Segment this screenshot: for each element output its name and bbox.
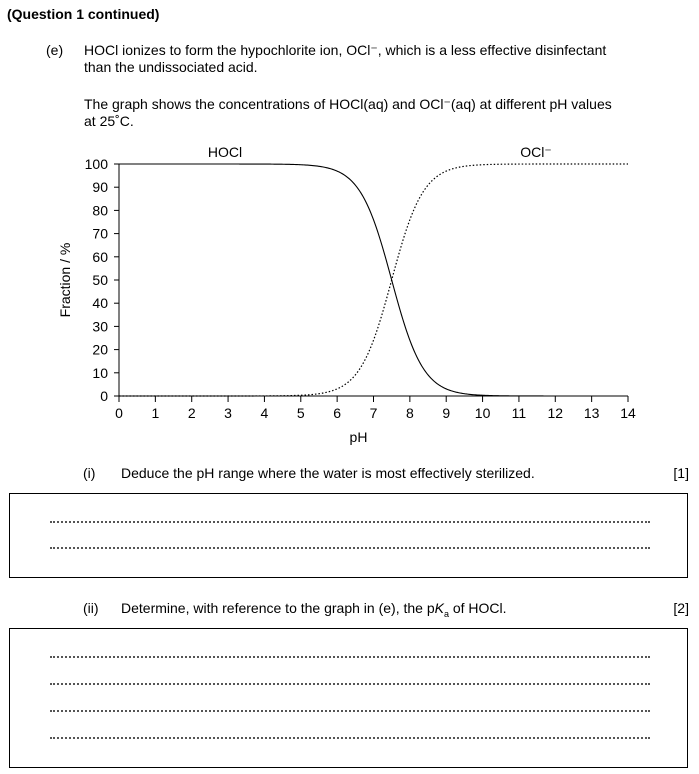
x-tick-label: 9 <box>442 405 451 421</box>
y-tick-label: 90 <box>92 179 108 196</box>
y-tick-label: 10 <box>92 364 108 381</box>
part-e-line2: than the undissociated acid. <box>84 59 258 75</box>
y-tick-label: 40 <box>92 295 108 312</box>
x-tick-label: 4 <box>260 405 269 421</box>
graph-intro <box>84 96 612 130</box>
x-tick-label: 14 <box>620 405 636 421</box>
part-e-text <box>84 42 606 76</box>
series-label-ocl: OCl⁻ <box>520 144 552 160</box>
chart-axes <box>114 164 628 402</box>
x-tick-label: 6 <box>333 405 342 421</box>
ka-symbol: K <box>434 600 444 616</box>
part-i-marks: [1] <box>673 465 689 481</box>
part-i-answer-box[interactable] <box>9 493 688 578</box>
ka-subscript: a <box>443 608 449 619</box>
y-tick-label: 60 <box>92 248 108 265</box>
part-ii-text-before: Determine, with reference to the graph in (e), the p <box>121 600 435 616</box>
x-tick-label: 11 <box>511 405 527 421</box>
question-header: (Question 1 continued) <box>7 6 160 22</box>
answer-line <box>50 656 650 658</box>
y-tick-label: 80 <box>92 202 108 219</box>
x-tick-label: 3 <box>224 405 232 421</box>
x-tick-label: 5 <box>296 405 305 421</box>
x-axis-label: pH <box>349 429 368 445</box>
y-tick-label: 50 <box>92 272 108 288</box>
part-ii-marks: [2] <box>673 600 689 616</box>
y-tick-label: 70 <box>92 225 108 242</box>
graph-intro-line1: The graph shows the concentrations of HOCl(aq) and OCl⁻(aq) at different pH values <box>84 96 612 112</box>
y-tick-label: 0 <box>100 388 108 404</box>
part-ii-text-after: of HOCl. <box>448 600 507 616</box>
x-tick-label: 2 <box>187 405 196 421</box>
fraction-vs-ph-chart <box>0 140 699 452</box>
x-tick-label: 13 <box>583 405 600 421</box>
x-tick-label: 0 <box>115 405 123 421</box>
x-tick-label: 7 <box>369 405 378 421</box>
answer-line <box>50 710 650 712</box>
part-e-line1: HOCl ionizes to form the hypochlorite ion, OCl⁻, which is a less effective disinfectant <box>84 42 607 58</box>
y-tick-label: 20 <box>92 341 108 358</box>
chart-series <box>119 164 628 396</box>
answer-line <box>50 683 650 685</box>
y-axis-label: Fraction / % <box>57 242 73 318</box>
x-tick-label: 10 <box>474 405 491 421</box>
y-tick-label: 100 <box>84 156 108 172</box>
part-i-label: (i) <box>83 465 96 481</box>
part-ii-answer-box[interactable] <box>9 628 688 768</box>
x-tick-label: 8 <box>405 405 414 421</box>
answer-line <box>50 737 650 739</box>
series-hocl-line <box>119 164 628 396</box>
x-tick-label: 1 <box>151 405 160 421</box>
part-ii-question <box>121 600 507 619</box>
part-i-question: Deduce the pH range where the water is most effectively sterilized. <box>121 465 535 481</box>
series-ocl-line <box>119 164 628 396</box>
answer-line <box>50 547 650 549</box>
part-ii-label: (ii) <box>83 600 99 616</box>
graph-intro-line2: at 25˚C. <box>84 113 134 129</box>
answer-line <box>50 521 650 523</box>
chart-labels <box>57 144 636 445</box>
series-label-hocl: HOCl <box>207 144 243 160</box>
x-tick-label: 12 <box>547 405 564 421</box>
y-tick-label: 30 <box>92 318 108 335</box>
part-e-label: (e) <box>46 42 64 58</box>
